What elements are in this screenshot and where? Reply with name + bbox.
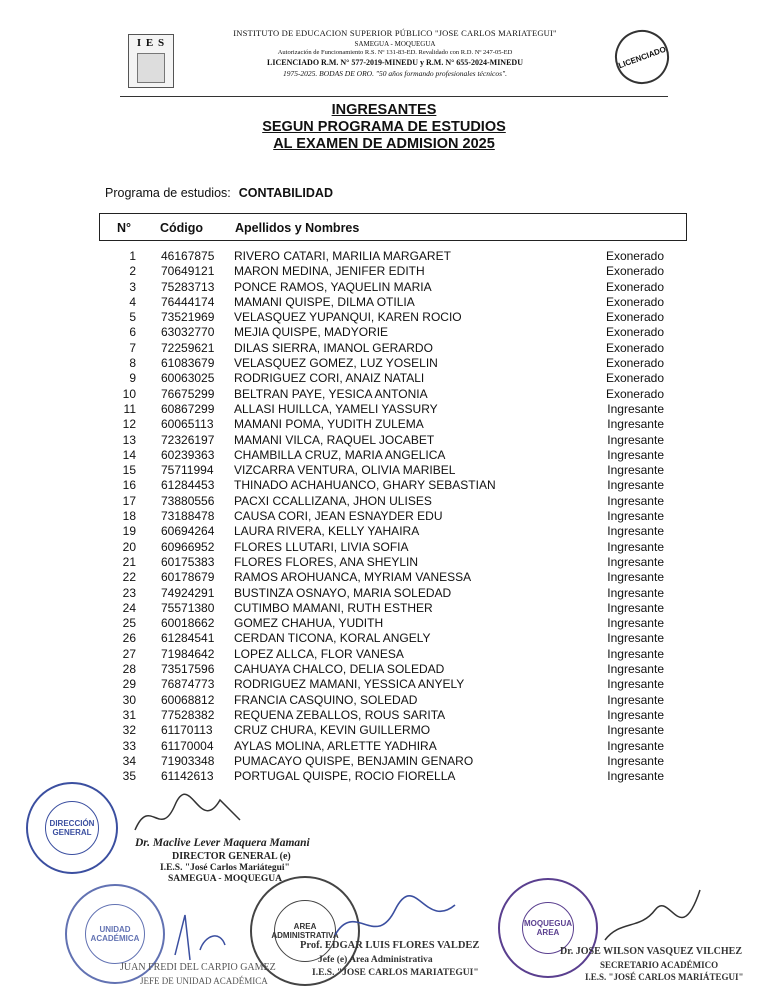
row-name: MAMANI QUISPE, DILMA OTILIA bbox=[234, 294, 415, 309]
table-row bbox=[99, 540, 687, 555]
row-name: ALLASI HUILLCA, YAMELI YASSURY bbox=[234, 401, 438, 416]
row-name: CAHUAYA CHALCO, DELIA SOLEDAD bbox=[234, 662, 445, 677]
table-row bbox=[99, 693, 687, 708]
table-row bbox=[99, 647, 687, 662]
table-row bbox=[99, 433, 687, 448]
row-code: 61142613 bbox=[161, 769, 214, 784]
row-status: Ingresante bbox=[607, 677, 664, 692]
row-number: 27 bbox=[122, 646, 136, 661]
row-status: Exonerado bbox=[605, 294, 664, 309]
director-role: DIRECTOR GENERAL (e) bbox=[172, 851, 291, 862]
row-name: RAMOS AROHUANCA, MYRIAM VANESSA bbox=[234, 570, 472, 585]
row-number: 26 bbox=[122, 631, 136, 646]
program-value: CONTABILIDAD bbox=[238, 186, 333, 200]
row-status: Ingresante bbox=[607, 631, 664, 646]
row-code: 61284541 bbox=[161, 631, 215, 646]
row-name: DILAS SIERRA, IMANOL GERARDO bbox=[234, 340, 433, 355]
row-code: 61083679 bbox=[161, 356, 215, 371]
row-code: 73880556 bbox=[161, 493, 215, 508]
header-name: Apellidos y Nombres bbox=[235, 221, 360, 235]
row-name: CAUSA CORI, JEAN ESNAYDER EDU bbox=[234, 509, 443, 524]
row-code: 46167875 bbox=[161, 249, 215, 263]
row-name: FRANCIA CASQUINO, SOLEDAD bbox=[234, 692, 418, 707]
row-number: 28 bbox=[122, 662, 136, 677]
row-number: 25 bbox=[122, 616, 136, 631]
program-field bbox=[105, 186, 333, 200]
row-status: Ingresante bbox=[607, 539, 664, 554]
row-status: Ingresante bbox=[607, 723, 664, 738]
table-row bbox=[99, 463, 687, 478]
row-code: 77528382 bbox=[161, 707, 215, 722]
table-row bbox=[99, 494, 687, 509]
row-name: VELASQUEZ YUPANQUI, KAREN ROCIO bbox=[234, 310, 462, 325]
director-place: SAMEGUA - MOQUEGUA bbox=[168, 874, 282, 884]
row-status: Exonerado bbox=[605, 264, 664, 279]
row-status: Ingresante bbox=[607, 769, 664, 784]
row-name: CUTIMBO MAMANI, RUTH ESTHER bbox=[234, 600, 433, 615]
row-number: 29 bbox=[122, 677, 136, 692]
row-status: Ingresante bbox=[607, 570, 664, 585]
row-code: 60018662 bbox=[161, 616, 215, 631]
row-number: 21 bbox=[122, 554, 136, 569]
row-number: 8 bbox=[129, 356, 136, 371]
director-institution: I.E.S. "José Carlos Mariátegui" bbox=[160, 863, 290, 873]
row-status: Ingresante bbox=[607, 554, 664, 569]
row-status: Exonerado bbox=[605, 249, 664, 263]
table-row bbox=[99, 371, 687, 386]
licensed-seal-text: LICENCIADO bbox=[617, 44, 667, 70]
row-code: 60063025 bbox=[161, 371, 215, 386]
row-name: PONCE RAMOS, YAQUELIN MARIA bbox=[234, 279, 432, 294]
row-status: Ingresante bbox=[607, 509, 664, 524]
row-number: 31 bbox=[122, 707, 136, 722]
row-code: 70649121 bbox=[161, 264, 215, 279]
table-row bbox=[99, 586, 687, 601]
row-number: 35 bbox=[122, 769, 136, 784]
licensed-seal-icon bbox=[607, 22, 676, 91]
table-row bbox=[99, 555, 687, 570]
row-status: Ingresante bbox=[607, 417, 664, 432]
institution-block bbox=[180, 28, 610, 78]
row-name: RODRIGUEZ CORI, ANAIZ NATALI bbox=[234, 371, 425, 386]
row-status: Exonerado bbox=[605, 279, 664, 294]
row-status: Ingresante bbox=[607, 524, 664, 539]
row-number: 32 bbox=[122, 723, 136, 738]
row-number: 24 bbox=[122, 600, 136, 615]
table-row bbox=[99, 341, 687, 356]
table-row bbox=[99, 570, 687, 585]
row-number: 23 bbox=[122, 585, 136, 600]
institution-authorization: Autorización de Funcionamiento R.S. Nº 131-83-ED. Revalidado con R.D. Nº 247-05-ED bbox=[277, 49, 513, 56]
table-row bbox=[99, 387, 687, 402]
row-name: PACXI CCALLIZANA, JHON ULISES bbox=[234, 493, 432, 508]
title-line-3: AL EXAMEN DE ADMISION 2025 bbox=[273, 136, 495, 152]
row-number: 20 bbox=[122, 539, 136, 554]
row-number: 30 bbox=[122, 692, 136, 707]
row-status: Ingresante bbox=[607, 662, 664, 677]
row-number: 9 bbox=[129, 371, 136, 386]
table-row bbox=[99, 631, 687, 646]
row-number: 1 bbox=[129, 249, 136, 263]
row-name: RIVERO CATARI, MARILIA MARGARET bbox=[234, 249, 451, 263]
table-row bbox=[99, 264, 687, 279]
row-number: 18 bbox=[122, 509, 136, 524]
row-name: GOMEZ CHAHUA, YUDITH bbox=[234, 616, 384, 631]
signatures-area bbox=[0, 780, 768, 994]
table-row bbox=[99, 754, 687, 769]
table-row bbox=[99, 402, 687, 417]
row-status: Exonerado bbox=[605, 310, 664, 325]
row-code: 76675299 bbox=[161, 386, 215, 401]
table-row bbox=[99, 249, 687, 264]
row-status: Ingresante bbox=[607, 447, 664, 462]
row-number: 22 bbox=[122, 570, 136, 585]
row-code: 74924291 bbox=[161, 585, 215, 600]
row-number: 7 bbox=[129, 340, 136, 355]
row-number: 5 bbox=[129, 310, 136, 325]
table-row bbox=[99, 295, 687, 310]
row-status: Exonerado bbox=[605, 371, 664, 386]
row-code: 60068812 bbox=[161, 692, 215, 707]
secretary-institution: I.E.S. "JOSÉ CARLOS MARIÁTEGUI" bbox=[585, 972, 744, 982]
table-row bbox=[99, 601, 687, 616]
admin-name: Prof. EDGAR LUIS FLORES VALDEZ bbox=[300, 940, 480, 951]
admin-institution: I.E.S. "JOSE CARLOS MARIATEGUI" bbox=[312, 968, 479, 978]
row-code: 75571380 bbox=[161, 600, 215, 615]
row-number: 11 bbox=[123, 401, 136, 416]
row-code: 71984642 bbox=[161, 646, 215, 661]
row-code: 63032770 bbox=[161, 325, 215, 340]
row-code: 61170004 bbox=[161, 738, 214, 753]
row-code: 60178679 bbox=[161, 570, 215, 585]
row-code: 73188478 bbox=[161, 509, 215, 524]
logo-emblem-icon bbox=[137, 53, 165, 83]
row-status: Ingresante bbox=[607, 432, 664, 447]
row-number: 6 bbox=[129, 325, 136, 340]
logo-text: I E S bbox=[136, 37, 166, 49]
row-number: 12 bbox=[122, 417, 136, 432]
row-code: 71903348 bbox=[161, 753, 215, 768]
row-status: Ingresante bbox=[607, 616, 664, 631]
row-status: Ingresante bbox=[607, 401, 664, 416]
row-number: 16 bbox=[122, 478, 136, 493]
director-stamp-label: DIRECCIÓN GENERAL bbox=[49, 819, 95, 837]
row-status: Exonerado bbox=[605, 386, 664, 401]
program-label: Programa de estudios: bbox=[105, 186, 231, 200]
table-row bbox=[99, 280, 687, 295]
table-row bbox=[99, 310, 687, 325]
row-name: BUSTINZA OSNAYO, MARIA SOLEDAD bbox=[234, 585, 452, 600]
title-line-2: SEGUN PROGRAMA DE ESTUDIOS bbox=[262, 119, 506, 135]
secretary-stamp-label: MOQUEGUA AREA bbox=[524, 919, 572, 937]
row-status: Ingresante bbox=[607, 646, 664, 661]
table-header bbox=[99, 213, 687, 241]
admissions-table-body bbox=[99, 249, 687, 784]
row-name: CRUZ CHURA, KEVIN GUILLERMO bbox=[234, 723, 431, 738]
admin-role: Jefe (e) Area Administrativa bbox=[318, 955, 433, 965]
row-code: 60239363 bbox=[161, 447, 215, 462]
row-name: CHAMBILLA CRUZ, MARIA ANGELICA bbox=[234, 447, 446, 462]
row-number: 19 bbox=[122, 524, 136, 539]
row-number: 15 bbox=[122, 463, 136, 478]
row-number: 13 bbox=[122, 432, 136, 447]
academic-role: JEFE DE UNIDAD ACADÉMICA bbox=[140, 976, 268, 986]
row-name: VELASQUEZ GOMEZ, LUZ YOSELIN bbox=[234, 356, 438, 371]
row-name: PUMACAYO QUISPE, BENJAMIN GENARO bbox=[234, 753, 474, 768]
row-code: 60867299 bbox=[161, 401, 215, 416]
academic-name: JUAN FREDI DEL CARPIO GAMEZ bbox=[120, 962, 276, 973]
table-row bbox=[99, 677, 687, 692]
document-header bbox=[120, 28, 667, 100]
academic-signature-icon bbox=[165, 905, 235, 965]
row-status: Ingresante bbox=[607, 738, 664, 753]
table-row bbox=[99, 662, 687, 677]
row-code: 73517596 bbox=[161, 662, 215, 677]
row-status: Exonerado bbox=[605, 340, 664, 355]
row-number: 4 bbox=[129, 294, 136, 309]
row-status: Ingresante bbox=[607, 600, 664, 615]
row-name: LAURA RIVERA, KELLY YAHAIRA bbox=[234, 524, 420, 539]
table-row bbox=[99, 739, 687, 754]
row-name: MAMANI POMA, YUDITH ZULEMA bbox=[234, 417, 424, 432]
row-code: 76874773 bbox=[161, 677, 215, 692]
row-name: FLORES LLUTARI, LIVIA SOFIA bbox=[234, 539, 409, 554]
row-name: PORTUGAL QUISPE, ROCIO FIORELLA bbox=[234, 769, 456, 784]
row-code: 75283713 bbox=[161, 279, 215, 294]
row-name: THINADO ACHAHUANCO, GHARY SEBASTIAN bbox=[234, 478, 496, 493]
row-status: Ingresante bbox=[607, 463, 664, 478]
row-status: Ingresante bbox=[607, 493, 664, 508]
director-stamp-icon bbox=[26, 782, 118, 874]
row-code: 60966952 bbox=[161, 539, 215, 554]
row-code: 60175383 bbox=[161, 554, 215, 569]
row-name: MAMANI VILCA, RAQUEL JOCABET bbox=[234, 432, 435, 447]
institution-anniversary: 1975-2025. BODAS DE ORO. "50 años formando profesionales técnicos". bbox=[282, 69, 508, 78]
row-status: Exonerado bbox=[605, 356, 664, 371]
admin-stamp-label: AREA ADMINISTRATIVA bbox=[271, 922, 339, 940]
table-row bbox=[99, 478, 687, 493]
table-row bbox=[99, 616, 687, 631]
institution-name: INSTITUTO DE EDUCACION SUPERIOR PÚBLICO "JOSE CARLOS MARIATEGUI" bbox=[233, 28, 557, 38]
row-code: 60065113 bbox=[161, 417, 214, 432]
institution-location: SAMEGUA - MOQUEGUA bbox=[354, 40, 436, 48]
row-name: FLORES FLORES, ANA SHEYLIN bbox=[234, 554, 419, 569]
header-divider bbox=[120, 96, 668, 97]
row-name: LOPEZ ALLCA, FLOR VANESA bbox=[234, 646, 404, 661]
row-number: 34 bbox=[122, 753, 136, 768]
academic-stamp-label: UNIDAD ACADÉMICA bbox=[90, 925, 140, 943]
table-row bbox=[99, 723, 687, 738]
ies-logo-icon bbox=[128, 34, 174, 88]
row-code: 61284453 bbox=[161, 478, 215, 493]
row-code: 73521969 bbox=[161, 310, 215, 325]
row-name: MEJIA QUISPE, MADYORIE bbox=[234, 325, 389, 340]
secretary-stamp-icon bbox=[498, 878, 598, 978]
row-number: 2 bbox=[129, 264, 136, 279]
table-row bbox=[99, 448, 687, 463]
row-status: Ingresante bbox=[607, 585, 664, 600]
row-number: 14 bbox=[122, 447, 136, 462]
row-name: RODRIGUEZ MAMANI, YESSICA ANYELY bbox=[234, 677, 465, 692]
row-code: 75711994 bbox=[161, 463, 214, 478]
row-name: REQUENA ZEBALLOS, ROUS SARITA bbox=[234, 707, 446, 722]
row-code: 60694264 bbox=[161, 524, 215, 539]
title-line-1: INGRESANTES bbox=[331, 102, 437, 118]
director-name: Dr. Maclive Lever Maquera Mamani bbox=[135, 837, 310, 849]
header-number: N° bbox=[117, 221, 132, 235]
institution-license: LICENCIADO R.M. N° 577-2019-MINEDU y R.M. N° 655-2024-MINEDU bbox=[267, 58, 523, 67]
header-code: Código bbox=[160, 221, 204, 235]
row-name: CERDAN TICONA, KORAL ANGELY bbox=[234, 631, 431, 646]
row-status: Ingresante bbox=[607, 478, 664, 493]
table-row bbox=[99, 356, 687, 371]
row-code: 72259621 bbox=[161, 340, 215, 355]
table-row bbox=[99, 524, 687, 539]
row-code: 72326197 bbox=[161, 432, 215, 447]
table-row bbox=[99, 325, 687, 340]
row-status: Ingresante bbox=[607, 692, 664, 707]
table-row bbox=[99, 708, 687, 723]
row-status: Ingresante bbox=[607, 753, 664, 768]
row-number: 10 bbox=[122, 386, 136, 401]
table-row bbox=[99, 509, 687, 524]
secretary-name: Dr. JOSE WILSON VASQUEZ VILCHEZ bbox=[560, 946, 743, 957]
row-code: 61170113 bbox=[161, 723, 213, 738]
row-status: Ingresante bbox=[607, 707, 664, 722]
row-name: MARON MEDINA, JENIFER EDITH bbox=[234, 264, 425, 279]
secretary-role: SECRETARIO ACADÉMICO bbox=[600, 960, 719, 970]
row-name: BELTRAN PAYE, YESICA ANTONIA bbox=[234, 386, 428, 401]
row-code: 76444174 bbox=[161, 294, 215, 309]
row-number: 3 bbox=[129, 279, 136, 294]
row-name: VIZCARRA VENTURA, OLIVIA MARIBEL bbox=[234, 463, 456, 478]
row-number: 33 bbox=[122, 738, 136, 753]
document-title bbox=[0, 102, 768, 153]
row-number: 17 bbox=[122, 493, 136, 508]
row-status: Exonerado bbox=[605, 325, 664, 340]
row-name: AYLAS MOLINA, ARLETTE YADHIRA bbox=[234, 738, 437, 753]
table-row bbox=[99, 417, 687, 432]
